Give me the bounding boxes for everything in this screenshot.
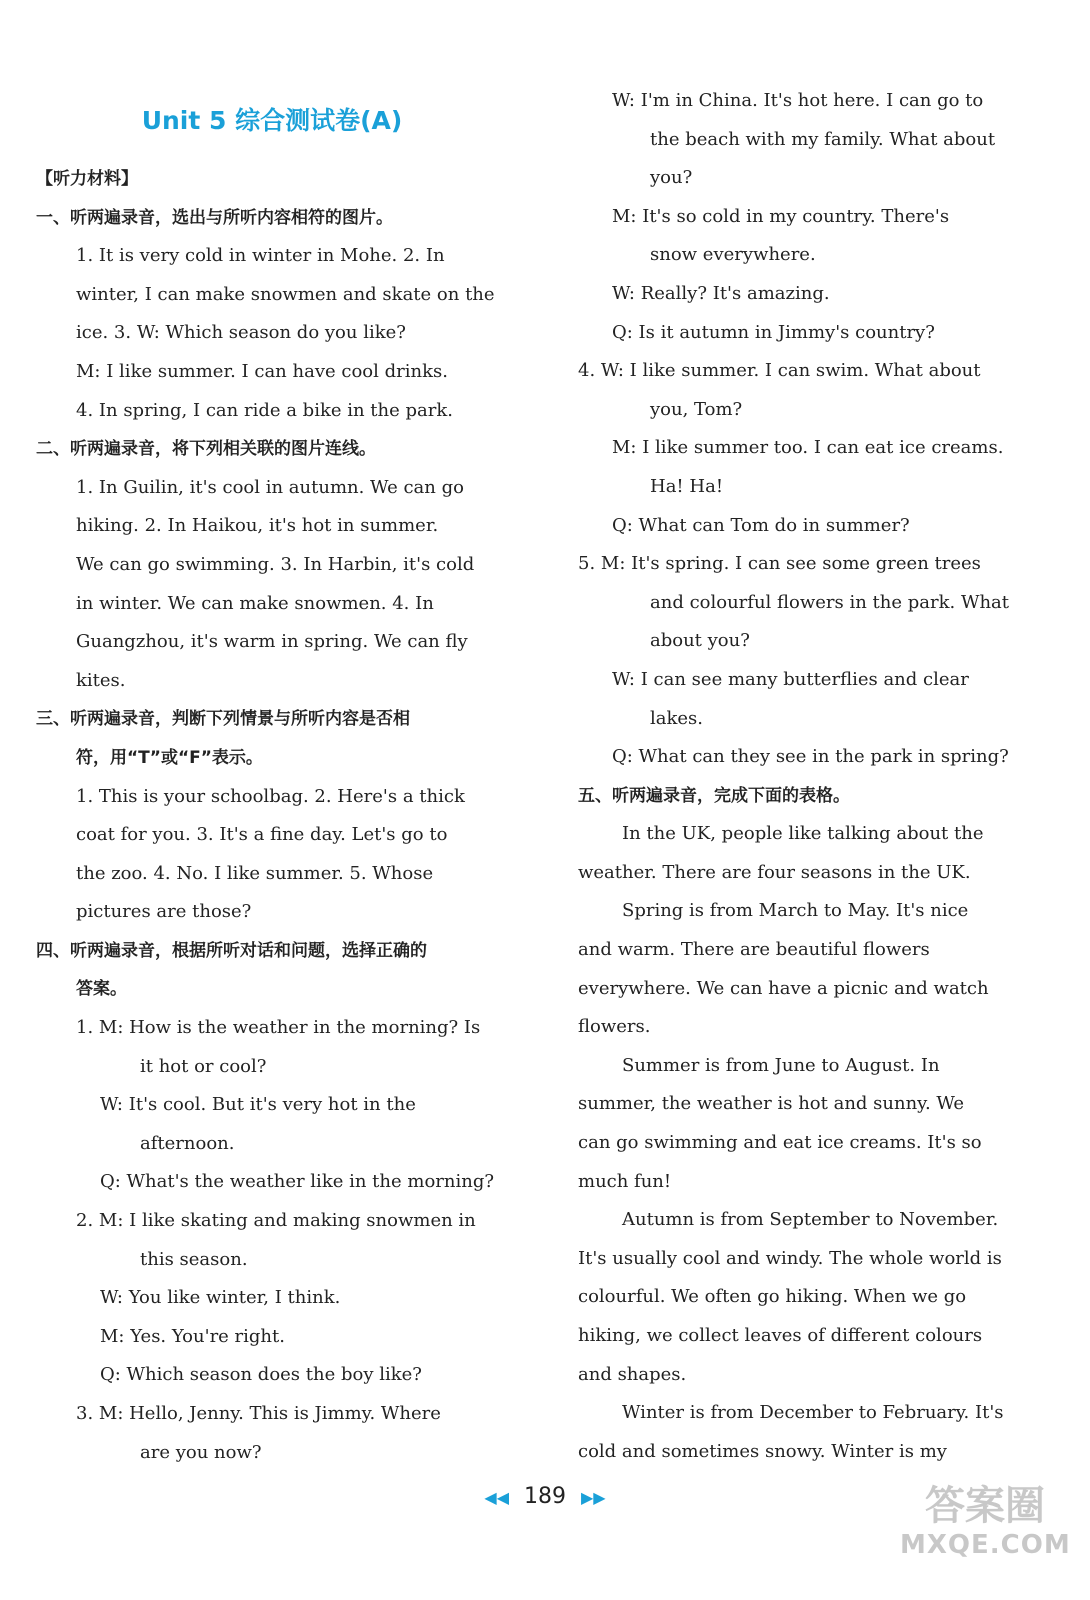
text-line: and colourful flowers in the park. What: [650, 591, 1010, 613]
text-line: lakes.: [650, 707, 704, 729]
text-line: 3. M: Hello, Jenny. This is Jimmy. Where: [76, 1403, 441, 1424]
text-line: about you?: [650, 630, 750, 652]
text-line: flowers.: [578, 1016, 651, 1038]
text-line: W: I'm in China. It's hot here. I can go to: [612, 90, 984, 111]
text-line: the zoo. 4. No. I like summer. 5. Whose: [76, 862, 434, 884]
text-line: Q: What can they see in the park in spring?: [612, 746, 1009, 768]
text-line: 【听力材料】: [36, 169, 138, 189]
page-number: 189: [524, 1484, 566, 1509]
text-line: it hot or cool?: [140, 1055, 267, 1077]
text-line: the beach with my family. What about: [650, 128, 996, 150]
text-line: snow everywhere.: [650, 244, 816, 266]
text-line: coat for you. 3. It's a fine day. Let's go to: [76, 824, 448, 846]
next-arrow-icon[interactable]: ▶▶: [581, 1488, 606, 1507]
text-line: M: It's so cold in my country. There's: [612, 205, 950, 227]
text-line: Spring is from March to May. It's nice: [622, 900, 969, 922]
text-line: much fun!: [578, 1170, 672, 1192]
text-line: Ha! Ha!: [650, 475, 724, 497]
text-line: in winter. We can make snowmen. 4. In: [76, 592, 434, 614]
text-line: hiking, we collect leaves of different colours: [578, 1325, 983, 1346]
text-line: cold and sometimes snowy. Winter is my: [578, 1440, 947, 1462]
watermark-url: MXQE.COM: [900, 1530, 1071, 1560]
text-line: are you now?: [140, 1441, 262, 1463]
text-line: 三、听两遍录音，判断下列情景与所听内容是否相: [36, 709, 410, 730]
text-line: 二、听两遍录音，将下列相关联的图片连线。: [36, 439, 376, 460]
text-line: W: I can see many butterflies and clear: [612, 668, 969, 690]
text-line: 一、听两遍录音，选出与所听内容相符的图片。: [36, 207, 393, 228]
text-line: Q: Is it autumn in Jimmy's country?: [612, 321, 935, 343]
text-line: can go swimming and eat ice creams. It's so: [578, 1132, 982, 1154]
text-line: you, Tom?: [650, 398, 743, 420]
text-line: Q: What's the weather like in the morning?: [100, 1171, 494, 1193]
text-line: 五、听两遍录音，完成下面的表格。: [578, 785, 850, 806]
text-line: winter, I can make snowmen and skate on the: [76, 283, 495, 305]
right-column: [578, 82, 1018, 1471]
text-line: everywhere. We can have a picnic and watch: [578, 977, 989, 999]
text-line: 答案。: [76, 979, 127, 1000]
left-column: [36, 160, 508, 1472]
text-line: ice. 3. W: Which season do you like?: [76, 322, 406, 344]
text-line: kites.: [76, 669, 126, 691]
prev-arrow-icon[interactable]: ◀◀: [484, 1488, 509, 1507]
text-line: 2. M: I like skating and making snowmen in: [76, 1210, 476, 1232]
text-line: Q: What can Tom do in summer?: [612, 514, 910, 536]
text-line: colourful. We often go hiking. When we go: [578, 1286, 967, 1308]
text-line: weather. There are four seasons in the UK.: [578, 861, 971, 883]
text-line: Guangzhou, it's warm in spring. We can fly: [76, 631, 468, 653]
text-line: Autumn is from September to November.: [622, 1209, 999, 1231]
watermark-text: 答案圈: [925, 1483, 1045, 1529]
text-line: W: You like winter, I think.: [100, 1287, 341, 1309]
text-line: M: I like summer too. I can eat ice creams.: [612, 437, 1004, 459]
text-line: 1. M: How is the weather in the morning? Is: [76, 1017, 481, 1039]
page-title: Unit 5 综合测试卷(A): [141, 106, 403, 135]
text-line: We can go swimming. 3. In Harbin, it's cold: [76, 553, 475, 575]
watermark-logo: [900, 1482, 1070, 1560]
text-line: In the UK, people like talking about the: [622, 823, 984, 845]
text-line: 符，用“T”或“F”表示。: [76, 747, 263, 768]
text-line: pictures are those?: [76, 901, 252, 923]
text-line: Q: Which season does the boy like?: [100, 1364, 422, 1386]
text-line: 1. This is your schoolbag. 2. Here's a thick: [76, 785, 465, 807]
text-line: and shapes.: [578, 1363, 687, 1385]
text-line: afternoon.: [140, 1132, 235, 1154]
text-line: It's usually cool and windy. The whole world is: [578, 1247, 1002, 1269]
text-line: W: It's cool. But it's very hot in the: [100, 1094, 416, 1116]
text-line: summer, the weather is hot and sunny. We: [578, 1093, 965, 1115]
text-line: 四、听两遍录音，根据所听对话和问题，选择正确的: [36, 940, 427, 961]
text-line: hiking. 2. In Haikou, it's hot in summer.: [76, 515, 439, 537]
text-line: 4. W: I like summer. I can swim. What about: [578, 360, 981, 382]
text-line: you?: [650, 167, 693, 189]
text-line: Winter is from December to February. It's: [622, 1402, 1004, 1424]
text-line: this season.: [140, 1248, 248, 1270]
text-line: M: I like summer. I can have cool drinks.: [76, 360, 448, 382]
text-line: 1. It is very cold in winter in Mohe. 2. In: [76, 245, 445, 267]
text-line: and warm. There are beautiful flowers: [578, 939, 930, 961]
text-line: M: Yes. You're right.: [100, 1325, 285, 1347]
text-line: W: Really? It's amazing.: [612, 282, 830, 304]
text-line: 1. In Guilin, it's cool in autumn. We can go: [76, 476, 464, 498]
text-line: Summer is from June to August. In: [622, 1054, 940, 1076]
text-line: 4. In spring, I can ride a bike in the park.: [76, 399, 453, 421]
text-line: 5. M: It's spring. I can see some green trees: [578, 553, 981, 575]
